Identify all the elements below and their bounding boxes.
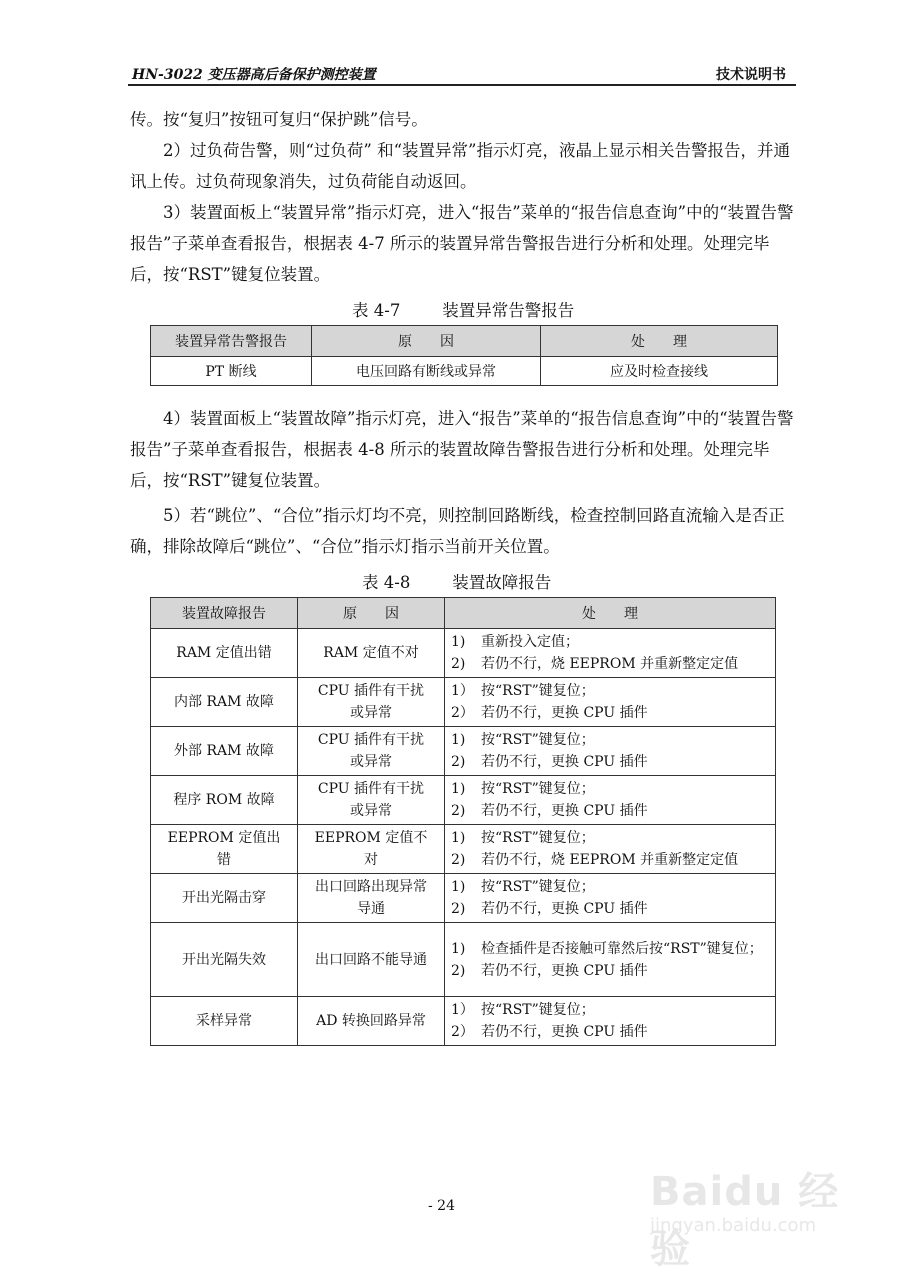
step-number: 2): [451, 901, 466, 917]
step-text: 按“RST”键复位；: [481, 732, 595, 748]
table-row: [151, 776, 776, 825]
handling-step: [451, 751, 769, 773]
step-number: 1): [451, 781, 466, 797]
step-text: 若仍不行，更换 CPU 插件: [481, 705, 648, 721]
watermark-url: jingyan.baidu.com: [650, 1215, 817, 1236]
fault-handling-cell: [445, 997, 776, 1046]
fault-cause-cell: CPU 插件有干扰或异常: [298, 776, 445, 825]
column-header: 原 因: [298, 598, 445, 629]
fault-handling-cell: [445, 776, 776, 825]
handling-step: [451, 653, 769, 675]
fault-name-cell: 采样异常: [151, 997, 298, 1046]
table-row: [151, 727, 776, 776]
handling-step: [451, 680, 769, 702]
step-text: 若仍不行，烧 EEPROM 并重新整定定值: [481, 656, 739, 672]
handling-step: [451, 631, 769, 653]
table-row: [151, 923, 776, 997]
step-number: 2): [451, 656, 466, 672]
table-4-7-caption: 表 4-7 装置异常告警报告: [352, 301, 575, 320]
fault-cause-cell: EEPROM 定值不对: [298, 825, 445, 874]
step-text: 若仍不行，更换 CPU 插件: [481, 962, 648, 979]
step-text: 按“RST”键复位；: [481, 879, 595, 895]
fault-cause-cell: 出口回路出现异常导通: [298, 874, 445, 923]
watermark-logo: Baidu 经验: [650, 1169, 840, 1272]
fault-cause-cell: 出口回路不能导通: [298, 923, 445, 997]
table-cell: 电压回路有断线或异常: [312, 357, 541, 386]
step-text: 按“RST”键复位；: [481, 781, 595, 797]
table-row: [151, 357, 778, 386]
page-header: [128, 62, 796, 86]
fault-handling-cell: [445, 727, 776, 776]
step-text: 检查插件是否接触可靠然后按“RST”键复位；: [481, 940, 763, 957]
column-header: 装置异常告警报告: [151, 326, 312, 357]
fault-cause-cell: CPU 插件有干扰或异常: [298, 727, 445, 776]
paragraph-5: 5）若“跳位”、“合位”指示灯均不亮，则控制回路断线，检查控制回路直流输入是否正确，排除故障后“跳位”、“合位”指示灯指示当前开关位置。: [130, 506, 785, 556]
table-header-row: [151, 326, 778, 357]
fault-name-cell: EEPROM 定值出错: [151, 825, 298, 874]
step-text: 若仍不行，更换 CPU 插件: [481, 901, 648, 917]
fault-name-cell: 程序 ROM 故障: [151, 776, 298, 825]
handling-step: [451, 960, 769, 982]
handling-step: [451, 702, 769, 724]
header-doc-type: 技术说明书: [716, 67, 786, 83]
handling-step: [451, 999, 769, 1021]
step-number: 1): [451, 879, 466, 895]
fault-name-cell: 开出光隔击穿: [151, 874, 298, 923]
table-cell: PT 断线: [151, 357, 312, 386]
handling-step: [451, 938, 769, 960]
step-text: 重新投入定值；: [481, 634, 579, 650]
step-number: 2): [451, 754, 466, 770]
handling-step: [451, 849, 769, 871]
table-row: [151, 629, 776, 678]
fault-handling-cell: [445, 629, 776, 678]
handling-step: [451, 729, 769, 751]
handling-step: [451, 778, 769, 800]
column-header: 原 因: [312, 326, 541, 357]
header-doc-title: HN-3022 变压器高后备保护测控装置: [132, 67, 376, 83]
step-text: 按“RST”键复位；: [481, 830, 595, 846]
watermark: [640, 1140, 870, 1272]
step-text: 若仍不行，更换 CPU 插件: [481, 803, 648, 819]
fault-handling-cell: [445, 923, 776, 997]
table-4-7: [150, 325, 778, 386]
step-number: 2）: [451, 705, 474, 721]
fault-cause-cell: RAM 定值不对: [298, 629, 445, 678]
step-text: 按“RST”键复位；: [481, 683, 595, 699]
column-header: 处 理: [445, 598, 776, 629]
table-4-8-caption: 表 4-8 装置故障报告: [362, 573, 552, 592]
step-number: 1): [451, 940, 466, 957]
table-body: [151, 629, 776, 1046]
handling-step: [451, 876, 769, 898]
step-number: 2）: [451, 1024, 474, 1040]
fault-handling-cell: [445, 874, 776, 923]
fault-handling-cell: [445, 678, 776, 727]
paragraph-2: 2）过负荷告警，则“过负荷” 和“装置异常”指示灯亮，液晶上显示相关告警报告，并通讯上传。过负荷现象消失，过负荷能自动返回。: [130, 141, 790, 191]
handling-step: [451, 1021, 769, 1043]
fault-name-cell: RAM 定值出错: [151, 629, 298, 678]
step-number: 1): [451, 732, 466, 748]
step-number: 1）: [451, 683, 474, 699]
fault-name-cell: 开出光隔失效: [151, 923, 298, 997]
step-number: 1): [451, 830, 466, 846]
fault-cause-cell: CPU 插件有干扰或异常: [298, 678, 445, 727]
table-4-8: [150, 597, 776, 1046]
table-row: [151, 997, 776, 1046]
table-row: [151, 874, 776, 923]
fault-name-cell: 内部 RAM 故障: [151, 678, 298, 727]
fault-cause-cell: AD 转换回路异常: [298, 997, 445, 1046]
step-text: 若仍不行，更换 CPU 插件: [481, 1024, 648, 1040]
step-number: 1）: [451, 1002, 474, 1018]
paragraph-4: 4）装置面板上“装置故障”指示灯亮，进入“报告”菜单的“报告信息查询”中的“装置告警报告”子菜单查看报告，根据表 4-8 所示的装置故障告警报告进行分析和处理。处理完毕后，按“RST”键复位装置。: [130, 409, 794, 490]
paragraph-3: 3）装置面板上“装置异常”指示灯亮，进入“报告”菜单的“报告信息查询”中的“装置告警报告”子菜单查看报告，根据表 4-7 所示的装置异常告警报告进行分析和处理。处理完毕后，按“RST”键复位装置。: [130, 203, 794, 284]
fault-handling-cell: [445, 825, 776, 874]
handling-step: [451, 898, 769, 920]
table-cell: 应及时检查接线: [541, 357, 778, 386]
step-number: 2): [451, 962, 466, 979]
step-number: 2): [451, 803, 466, 819]
table-row: [151, 678, 776, 727]
table-row: [151, 825, 776, 874]
fault-name-cell: 外部 RAM 故障: [151, 727, 298, 776]
table-header-row: [151, 598, 776, 629]
step-number: 1): [451, 634, 466, 650]
step-text: 若仍不行，更换 CPU 插件: [481, 754, 648, 770]
step-number: 2): [451, 852, 466, 868]
handling-step: [451, 827, 769, 849]
step-text: 若仍不行，烧 EEPROM 并重新整定定值: [481, 852, 739, 868]
step-text: 按“RST”键复位；: [481, 1002, 595, 1018]
page-number: - 24: [428, 1198, 455, 1214]
handling-step: [451, 800, 769, 822]
column-header: 处 理: [541, 326, 778, 357]
paragraph-1: 传。按“复归”按钮可复归“保护跳”信号。: [130, 110, 428, 129]
column-header: 装置故障报告: [151, 598, 298, 629]
